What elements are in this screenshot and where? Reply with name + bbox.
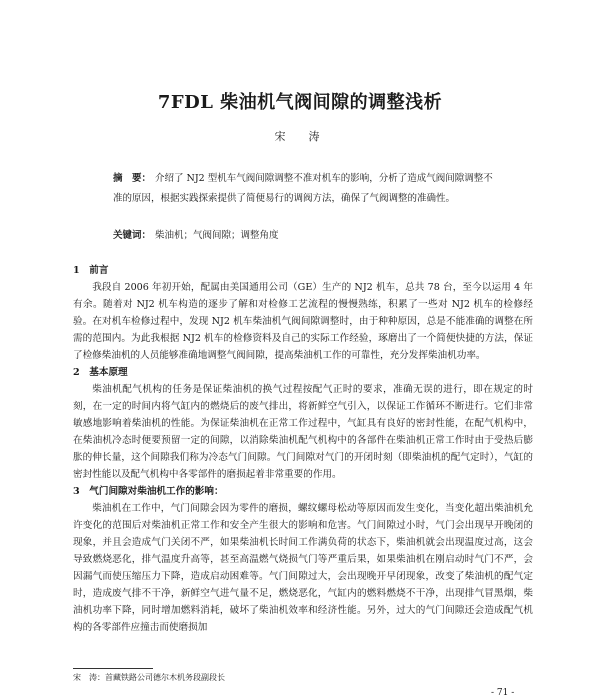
author-name: 宋 涛 — [274, 130, 326, 143]
author-footnote: 宋 涛：首藏铁路公司德尔木机务段副段长 — [73, 673, 225, 682]
section-heading-intro: 1 前言 — [73, 265, 109, 276]
footnote-divider — [73, 668, 153, 669]
keywords — [113, 227, 498, 241]
section-heading-influence: 3 气门间隙对柴油机工作的影响： — [73, 486, 224, 497]
paper-title: 7FDL 柴油机气阀间隙的调整浅析 — [157, 92, 443, 113]
section-heading-principle: 2 基本原理 — [73, 367, 128, 378]
keywords-text: 柴油机；气阀间隙；调整角度 — [155, 230, 279, 241]
keywords-label: 关键词： — [113, 230, 152, 241]
paragraph: 柴油机配气机构的任务是保证柴油机的换气过程按配气正时的要求，准确无误的进行，即在规定的时刻，在一定的时间内将气缸内的燃烧后的废气排出，将新鲜空气引入，以保证工作循环不断进行。它们非常敏感地影响着柴油机的性能。为保证柴油机在正常工作过程中，气缸具有良好的密封性能，在配气机构中，在柴油机冷态时便要预留一定的间隙，以消除柴油机配气机构中的各部件在柴油机正常工作时由于受热后膨胀的伸长量，这个间隙我们称为冷态气门间隙。气门间隙对气门的开闭时刻（即柴油机的配气定时），气缸的密封性能以及配气机构中各零部件的磨损起着非常重要的作用。 — [73, 384, 533, 480]
abstract-label: 摘 要： — [113, 173, 152, 184]
abstract-text: 介绍了 NJ2 型机车气阀间隙调整不准对机车的影响，分析了造成气阀间隙调整不准的原因，根据实践探索提供了简便易行的调阀方法，确保了气阀调整的准确性。 — [113, 173, 493, 204]
paragraph: 我段自 2006 年初开始，配属由美国通用公司（GE）生产的 NJ2 机车，总共 78 台，至今以运用 4 年有余。随着对 NJ2 机车构造的逐步了解和对检修工艺流程的慢慢熟练，积累了一些对 NJ2 机车的检修经验。在对机车检修过程中，发现 NJ2 机车柴油机气阀间隙调整时，由于种种原因，总是不能准确的调整在所需的范围内。为此我根据 NJ2 机车的检修资料及自己的实际工作经验，琢磨出了一个简便快捷的方法，保证了检修柴油机的人员能够准确地调整气阀间隙，提高柴油机工作的可靠性，充分发挥柴油机功率。 — [73, 282, 533, 361]
paragraph: 柴油机在工作中，气门间隙会因为零件的磨损，螺纹螺母松动等原因而发生变化，当变化超出柴油机允许变化的范围后对柴油机正常工作和安全产生很大的影响和危害。气门间隙过小时，气门会出现早开晚闭的现象，并且会造成气门关闭不严，如果柴油机长时间工作满负荷的状态下，柴油机就会出现温度过高，这会导致燃烧恶化，排气温度升高等，甚至高温燃气烧损气门等严重后果，如果柴油机在刚启动时气门不严，会因漏气而使压缩压力下降，造成启动困难等。气门间隙过大，会出现晚开早闭现象，改变了柴油机的配气定时，造成废气排不干净，新鲜空气进气量不足，燃烧恶化，气缸内的燃料燃烧不干净，出现排气冒黑烟，柴油机功率下降，同时增加燃料消耗，破坏了柴油机效率和经济性能。另外，过大的气门间隙还会造成配气机构的各零部件应撞击而使磨损加 — [73, 503, 533, 633]
body-text — [73, 262, 533, 636]
page-number: - 71 - — [491, 688, 515, 698]
abstract — [113, 169, 498, 209]
